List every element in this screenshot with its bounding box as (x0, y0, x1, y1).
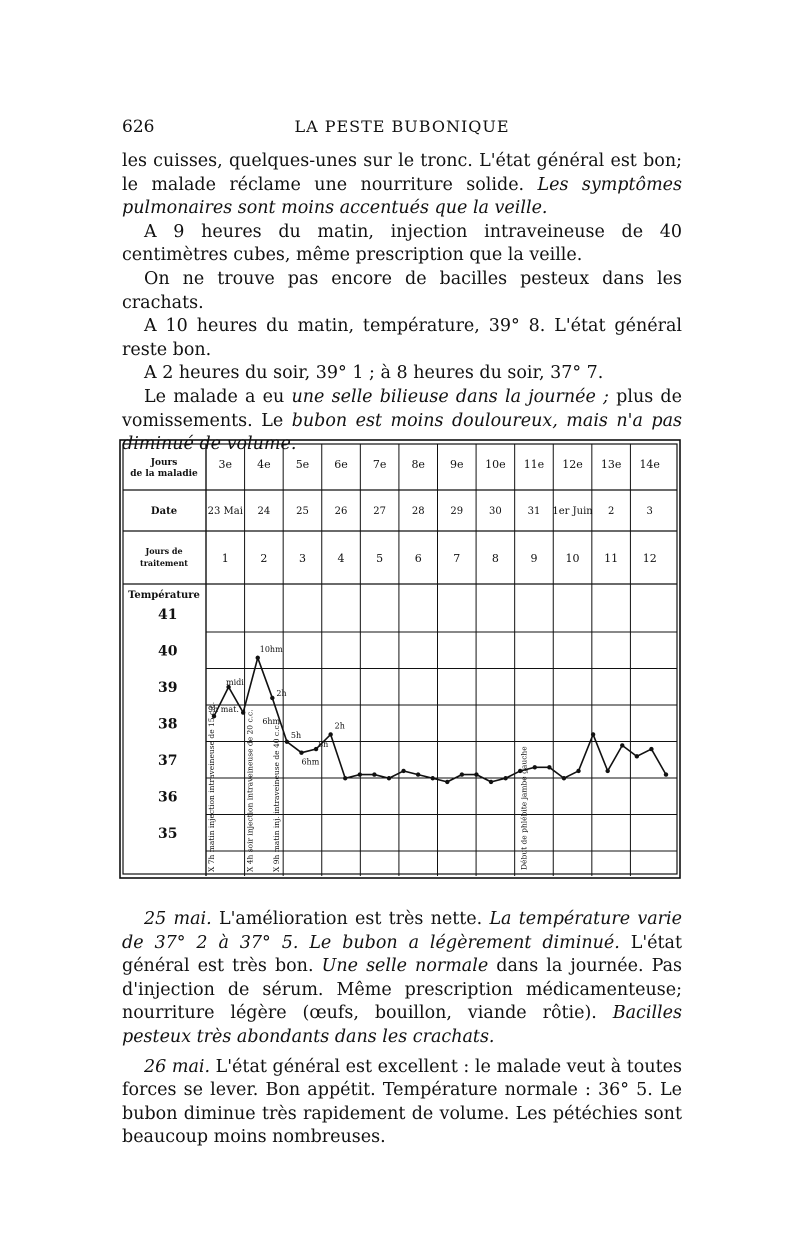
date-label: 27 (373, 506, 386, 517)
row-label-temperature: Température (128, 590, 200, 601)
temperature-point (547, 765, 551, 769)
date-label: 30 (489, 506, 502, 517)
treatment-day-label: 4 (337, 552, 345, 565)
annotation-label: 9h mat. (208, 705, 239, 715)
day-label: 6e (334, 458, 348, 471)
page-header (122, 117, 682, 139)
temperature-point (635, 754, 639, 758)
annotation-label: 6hm (301, 757, 320, 767)
temperature-point (416, 772, 420, 776)
treatment-day-label: 1 (221, 552, 229, 565)
paragraph (122, 150, 682, 221)
day-label: 7e (372, 458, 387, 471)
paragraph (122, 908, 682, 1050)
temperature-point (401, 769, 405, 773)
treatment-day-label: 9 (530, 552, 538, 565)
annotation-label: 5h (290, 730, 302, 740)
day-label: 5e (295, 458, 310, 471)
treatment-day-label: 11 (604, 552, 619, 565)
text-run: Le malade a eu (144, 386, 292, 407)
treatment-day-label: 10 (565, 552, 580, 565)
date-label: 1er Juin (552, 506, 593, 517)
date-label: 2 (607, 506, 615, 517)
temperature-point (299, 751, 303, 755)
treatment-day-label: 7 (453, 552, 461, 565)
day-label: 8e (411, 458, 425, 471)
date-label: 31 (527, 506, 541, 517)
temperature-point (620, 743, 624, 747)
y-tick-label: 40 (158, 643, 178, 660)
date-label: 24 (257, 506, 271, 517)
temperature-chart (118, 438, 682, 880)
annotation-label: 2h (276, 688, 287, 698)
temperature-point (503, 776, 507, 780)
paragraph: A 9 heures du matin, injection intraveineuse de 40 centimètres cubes, même prescription que la veille. (122, 221, 682, 266)
treatment-day-label: 3 (298, 552, 306, 565)
temperature-point (664, 772, 668, 776)
temperature-point (328, 732, 332, 736)
body-text-top (122, 150, 682, 457)
temperature-point (649, 747, 653, 751)
text-run: L'état général est excellent : le malade veut à toutes forces se lever. Bon appétit. Température normale : 36° 5. Le bubon diminue très rapidement de volume. Les pétéchies sont beaucoup moins nombreuses. (122, 1056, 682, 1148)
temperature-point (591, 732, 595, 736)
temperature-point (387, 776, 391, 780)
italic-run: bubon est moins douloureux, mais n'a pas diminué de volume. (122, 410, 682, 455)
annotation-label: 10hm (259, 644, 283, 654)
row-label-treatment-line1: Jours de (145, 546, 183, 556)
day-label: 14e (639, 458, 660, 471)
italic-run: 26 mai. (144, 1056, 211, 1077)
treatment-day-label: 6 (414, 552, 422, 565)
day-label: 4e (257, 458, 271, 471)
chart-outer-frame (120, 440, 680, 878)
text-run: L'état général est très bon. (122, 932, 682, 977)
text-run: les cuisses, quelques-unes sur le tronc. L'état général est bon; le malade réclame une nourriture solide. (122, 151, 682, 195)
paragraph (122, 1056, 682, 1150)
y-tick-label: 36 (158, 789, 178, 806)
day-label: 9e (450, 458, 464, 471)
temperature-point (343, 776, 347, 780)
row-label-date: Date (150, 506, 178, 517)
text-run: dans la journée. Pas d'injection de sérum. Même prescription médicamenteuse; nourriture légère (œufs, bouillon, viande rôtie). (122, 956, 683, 1024)
temperature-point (256, 656, 260, 660)
body-text-bottom (122, 908, 682, 1150)
italic-run: La température varie de 37° 2 à 37° 5. Le bubon a légèrement diminué. (122, 909, 682, 953)
italic-run: une selle bilieuse dans la journée ; (291, 386, 609, 407)
paragraph: A 10 heures du matin, température, 39° 8. L'état général reste bon. (122, 316, 682, 360)
date-label: 3 (646, 506, 653, 517)
temperature-point (372, 772, 376, 776)
injection-note: X 7h matin injection intraveineuse de 15 c.c. (207, 701, 216, 872)
page-number: 626 (122, 117, 155, 137)
italic-run: Les symptômes pulmonaires sont moins accentués que la veille. (122, 174, 682, 219)
day-label: 12e (562, 458, 583, 471)
injection-note: X 9h matin inj. intraveineuse de 40 c.c. (272, 722, 282, 872)
date-label: 29 (450, 506, 464, 517)
injection-note: X 4h soir injection intraveineuse de 20 c.c. (245, 709, 255, 872)
day-label: 3e (218, 458, 233, 471)
treatment-day-label: 5 (376, 552, 384, 565)
date-label: 25 (296, 506, 309, 517)
italic-run: 25 mai. (144, 909, 212, 929)
temperature-chart-svg (118, 438, 682, 880)
italic-run: Bacilles pesteux très abondants dans les crachats. (122, 1003, 682, 1047)
row-label-days-line2: de la maladie (130, 469, 198, 479)
italic-run: Une selle normale (321, 956, 489, 977)
date-label: 26 (334, 506, 348, 517)
paragraph: On ne trouve pas encore de bacilles pesteux dans les crachats. (122, 268, 682, 313)
temperature-line (214, 658, 666, 782)
treatment-day-label: 2 (260, 552, 268, 565)
y-tick-label: 37 (158, 753, 178, 769)
treatment-day-label: 12 (642, 552, 657, 565)
row-label-treatment-line2: traitement (140, 558, 188, 568)
temperature-point (474, 772, 478, 776)
y-tick-label: 35 (158, 826, 178, 842)
annotation-label: 6hm (262, 716, 281, 726)
temperature-point (562, 776, 566, 780)
annotation-label: midi (226, 678, 244, 687)
temperature-point (358, 772, 362, 776)
temperature-point (533, 765, 537, 769)
text-run: L'amélioration est très nette. (211, 909, 490, 929)
temperature-point (285, 740, 289, 744)
y-tick-label: 38 (158, 716, 178, 733)
temperature-point (460, 772, 464, 776)
annotation-label: 8h (318, 740, 329, 750)
row-label-days-line1: Jours (150, 458, 178, 468)
day-label: 13e (600, 458, 622, 471)
temperature-point (489, 780, 493, 784)
day-label: 10e (485, 458, 506, 471)
y-tick-label: 41 (158, 607, 178, 623)
temperature-point (431, 776, 435, 780)
temperature-point (270, 696, 274, 700)
y-tick-label: 39 (158, 680, 178, 696)
phlebitis-note: Début de phlébite jambe gauche (519, 746, 529, 870)
treatment-day-label: 8 (491, 552, 499, 565)
date-label: 23 Mai (207, 506, 243, 517)
running-title: LA PESTE BUBONIQUE (294, 117, 510, 136)
text-run: plus de vomissements. Le (122, 386, 682, 431)
day-label: 11e (523, 458, 545, 471)
temperature-point (576, 769, 580, 773)
annotation-label: 2h (334, 721, 345, 731)
paragraph: A 2 heures du soir, 39° 1 ; à 8 heures du soir, 37° 7. (144, 363, 604, 384)
temperature-point (445, 780, 449, 784)
temperature-point (605, 769, 609, 773)
date-label: 28 (411, 506, 425, 517)
